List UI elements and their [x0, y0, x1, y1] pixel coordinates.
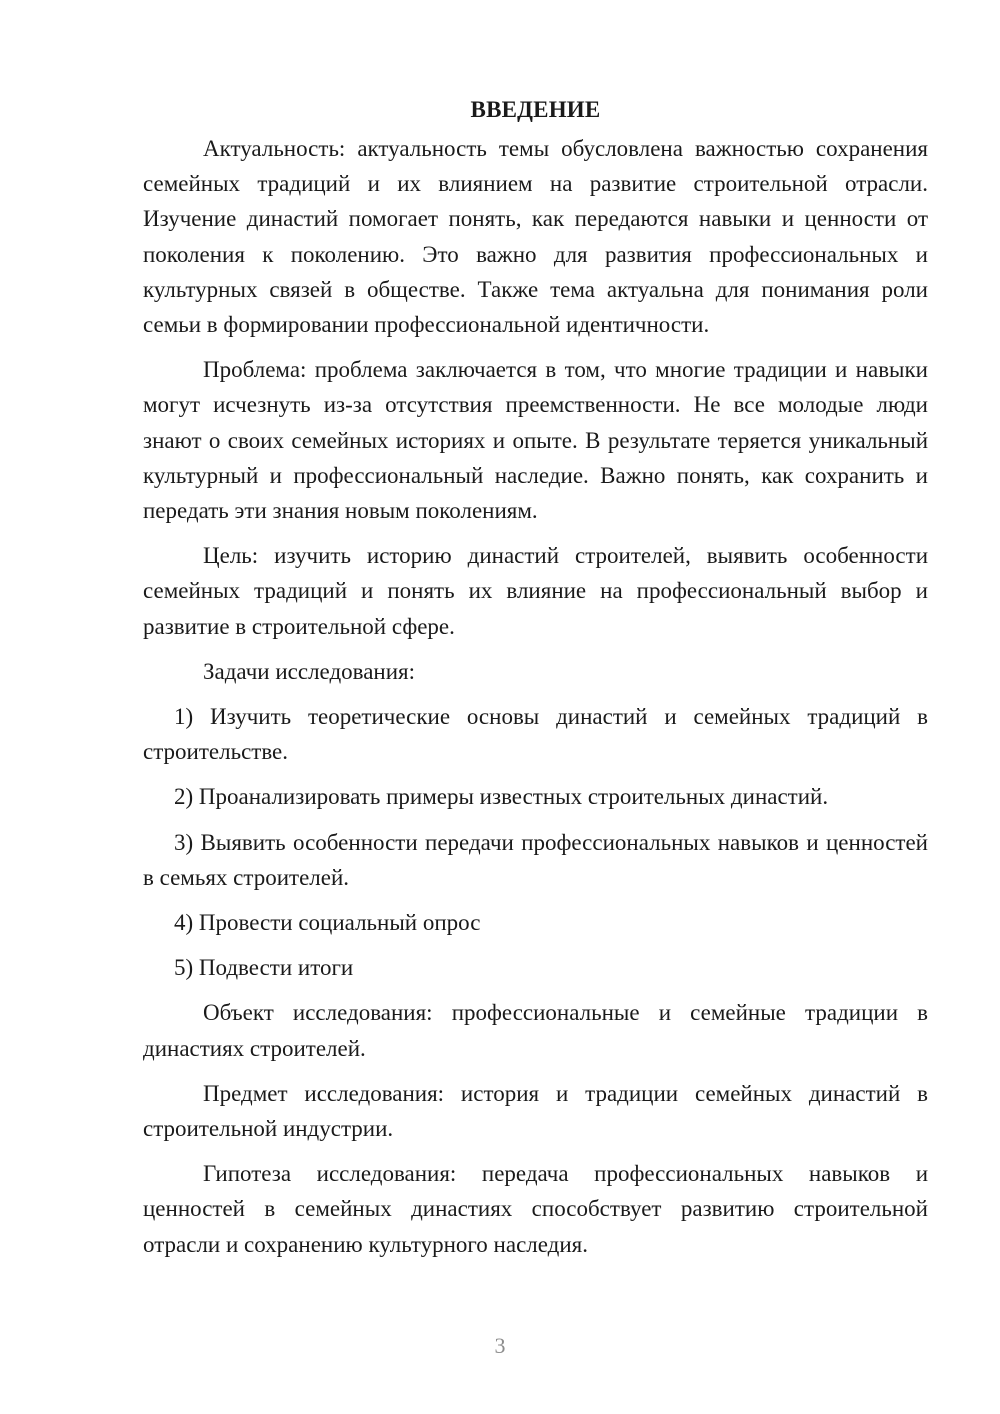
paragraph-problem: Проблема: проблема заключается в том, что многие традиции и навыки могут исчезнуть из-за отсутствия преемственности. Не все молодые люди знают о своих семейных историях и опыте. В результате теряется уникальный культурный и профессиональный наследие. Важно понять, как сохранить и передать эти знания новым поколениям.	[143, 357, 928, 524]
task-item-2: 2) Проанализировать примеры известных строительных династий.	[174, 784, 829, 810]
paragraph-hypothesis: Гипотеза исследования: передача профессиональных навыков и ценностей в семейных династиях способствует развитию строительной отрасли и сохранению культурного наследия.	[143, 1161, 928, 1257]
paragraph-relevance: Актуальность: актуальность темы обусловлена важностью сохранения семейных традиций и их влиянием на развитие строительной отрасли. Изучение династий помогает понять, как передаются навыки и ценности от поколения к поколению. Это важно для развития профессиональных и культурных связей в обществе. Также тема актуальна для понимания роли семьи в формировании профессиональной идентичности.	[143, 136, 928, 338]
paragraph-subject: Предмет исследования: история и традиции семейных династий в строительной индустрии.	[143, 1080, 928, 1142]
page-number: 3	[494, 1333, 506, 1358]
task-item-4: 4) Провести социальный опрос	[174, 910, 481, 936]
paragraph-goal: Цель: изучить историю династий строителей, выявить особенности семейных традиций и понять их влияние на профессиональный выбор и развитие в строительной сфере.	[143, 543, 928, 639]
task-item-1: 1) Изучить теоретические основы династий и семейных традиций в строительстве.	[143, 704, 928, 765]
document-page	[143, 92, 928, 1272]
task-item-3: 3) Выявить особенности передачи профессиональных навыков и ценностей в семьях строителей.	[143, 829, 928, 890]
tasks-heading: Задачи исследования:	[203, 658, 416, 684]
section-title: ВВЕДЕНИЕ	[470, 97, 601, 122]
task-item-5: 5) Подвести итоги	[174, 955, 354, 981]
paragraph-object: Объект исследования: профессиональные и семейные традиции в династиях строителей.	[143, 1000, 928, 1061]
